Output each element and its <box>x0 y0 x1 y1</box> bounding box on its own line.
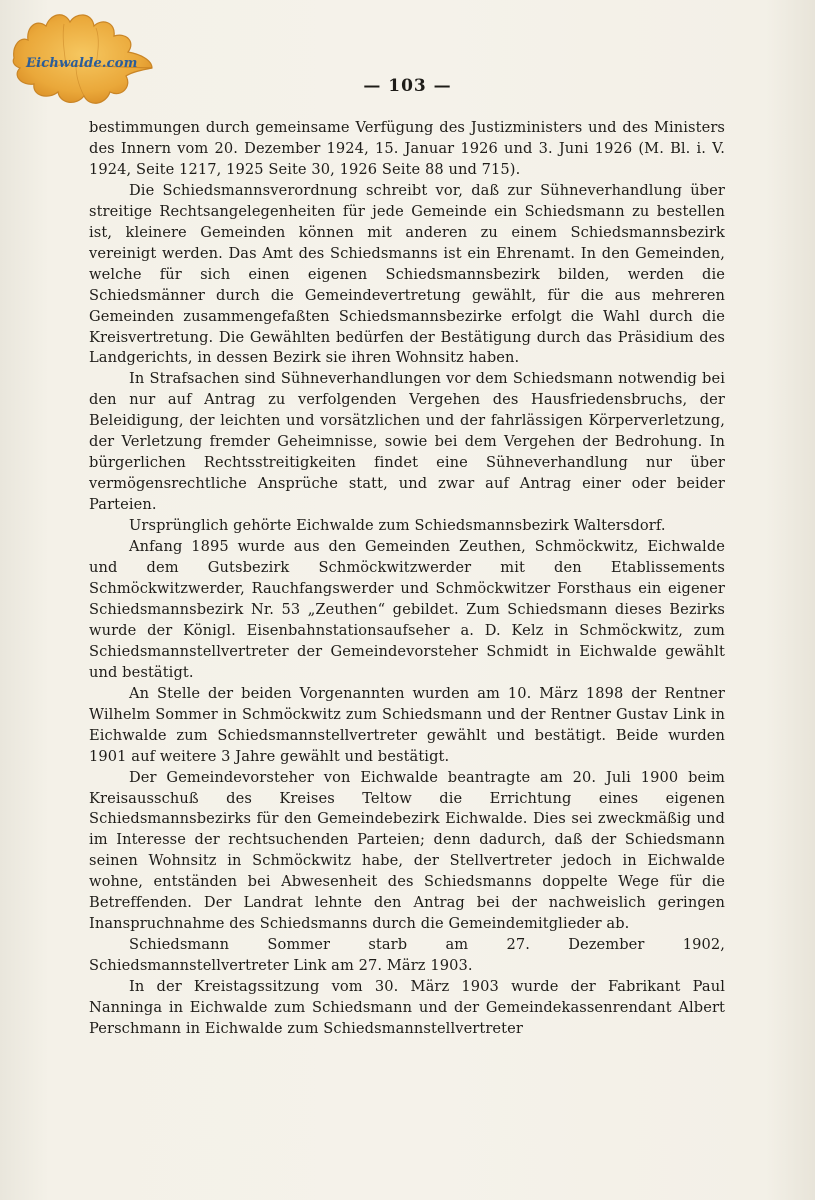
paragraph: Die Schiedsmannsverordnung schreibt vor, daß zur Sühneverhandlung über streitige Rechtsangelegenheiten für jede Gemeinde ein Schiedsmann zu bestellen ist, kleinere Gemeinden können mit anderen zu einem Schiedsmannsbezirk vereinigt werden. Das Amt des Schiedsmanns ist ein Ehrenamt. In den Gemeinden, welche für sich einen eigenen Schiedsmannsbezirk bilden, werden die Schiedsmänner durch die Gemeindevertretung gewählt, für die aus mehreren Gemeinden zusammengefaßten Schiedsmannsbezirke erfolgt die Wahl durch die Kreisvertretung. Die Gewählten bedürfen der Bestätigung durch das Präsidium des Landgerichts, in dessen Bezirk sie ihren Wohnsitz haben. <box>89 181 725 367</box>
paragraph: bestimmungen durch gemeinsame Verfügung des Justizministers und des Ministers des Innern vom 20. Dezember 1924, 15. Januar 1926 und 3. Juni 1926 (M. Bl. i. V. 1924, Seite 1217, 1925 Seite 30, 1926 Seite 88 und 715). <box>89 119 725 178</box>
page-number: — 103 — <box>363 76 452 96</box>
paragraph: An Stelle der beiden Vorgenannten wurden am 10. März 1898 der Rentner Wilhelm Sommer in Schmöckwitz zum Schiedsmann und der Rentner Gustav Link in Eichwalde zum Schiedsmannstellvertreter gewählt und bestätigt. Beide wurden 1901 auf weitere 3 Jahre gewählt und bestätigt. <box>89 684 725 765</box>
body-text <box>89 118 725 1040</box>
paragraph: In Strafsachen sind Sühneverhandlungen vor dem Schiedsmann notwendig bei den nur auf Antrag zu verfolgenden Vergehen des Hausfriedensbruchs, der Beleidigung, der leichten und vorsätzlichen und der fahrlässigen Körperverletzung, der Verletzung fremder Geheimnisse, sowie bei dem Vergehen der Bedrohung. In bürgerlichen Rechtsstreitigkeiten findet eine Sühneverhandlung nur über vermögensrechtliche Ansprüche statt, und zwar auf Antrag einer oder beider Parteien. <box>89 370 725 514</box>
paragraph: Der Gemeindevorsteher von Eichwalde beantragte am 20. Juli 1900 beim Kreisausschuß des Kreises Teltow die Errichtung eines eigenen Schiedsmannsbezirks für den Gemeindebezirk Eichwalde. Dies sei zweckmäßig und im Interesse der rechtsuchenden Parteien; denn dadurch, daß der Schiedsmann seinen Wohnsitz in Schmöckwitz habe, der Stellvertreter jedoch in Eichwalde wohne, entständen bei Abwesenheit des Schiedsmanns doppelte Wege für die Betreffenden. Der Landrat lehnte den Antrag bei der nachweislich geringen Inanspruchnahme des Schiedsmanns durch die Gemeindemitglieder ab. <box>89 768 725 933</box>
paragraph: Anfang 1895 wurde aus den Gemeinden Zeuthen, Schmöckwitz, Eichwalde und dem Gutsbezirk Schmöckwitzwerder mit den Etablissements Schmöckwitzwerder, Rauchfangswerder und Schmöckwitzer Forsthaus ein eigener Schiedsmannsbezirk Nr. 53 „Zeuthen“ gebildet. Zum Schiedsmann dieses Bezirks wurde der Königl. Eisenbahnstationsaufseher a. D. Kelz in Schmöckwitz, zum Schiedsmannstellvertreter der Gemeindevorsteher Schmidt in Eichwalde gewählt und bestätigt. <box>89 538 725 681</box>
paragraph: Schiedsmann Sommer starb am 27. Dezember 1902, Schiedsmannstellvertreter Link am 27. März 1903. <box>89 936 725 975</box>
paragraph: In der Kreistagssitzung vom 30. März 1903 wurde der Fabrikant Paul Nanninga in Eichwalde zum Schiedsmann und der Gemeindekassenrendant Albert Perschmann in Eichwalde zum Schiedsmannstellvertreter <box>89 978 725 1037</box>
logo-text: Eichwalde.com <box>26 56 138 71</box>
paragraph: Ursprünglich gehörte Eichwalde zum Schiedsmannsbezirk Waltersdorf. <box>129 517 666 535</box>
